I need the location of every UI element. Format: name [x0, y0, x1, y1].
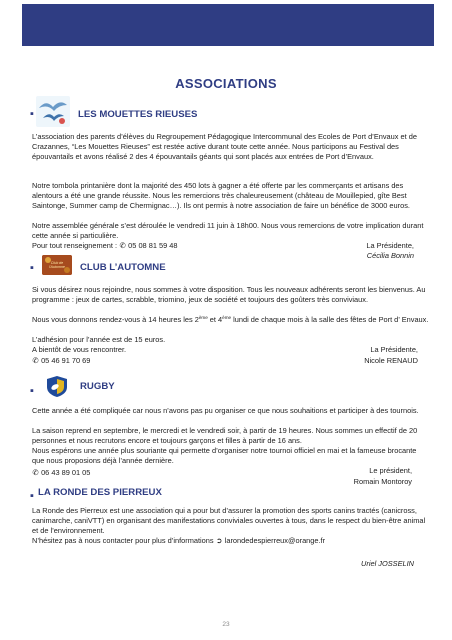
mouettes-contact-line: [32, 241, 178, 251]
rugby-paragraph-3: Nous espérons une année plus souriante qui permette d’organiser notre tournoi officiel en mai et la fameuse brocante que nous proposions déjà l’année dernière.: [32, 446, 417, 465]
rugby-phone-line: [32, 468, 90, 478]
pierreux-contact-text: N’hésitez pas à nous contacter pour plus d’informations: [32, 536, 214, 545]
pierreux-heading: LA RONDE DES PIERREUX: [38, 487, 162, 498]
page-number: 23: [222, 621, 230, 628]
pierreux-contact-line: [32, 536, 325, 546]
section-bullet: ▪: [30, 108, 34, 120]
header-band: [22, 4, 434, 46]
rugby-paragraph-2: La saison reprend en septembre, le mercredi et le vendredi soir, à partir de 19 heures. Nous sommes un effectif de 20 personnes et nous recrutons encore et toujours garçons et filles à partir de 16 ans.: [32, 426, 418, 445]
pierreux-email[interactable]: larondedespierreux@orange.fr: [224, 536, 326, 545]
automne-p2-start: Nous vous donnons rendez-vous à 14 heures les 2: [32, 315, 199, 324]
automne-phone-line: [32, 356, 90, 366]
phone-icon: ✆: [32, 468, 39, 477]
mouettes-logo: [36, 96, 70, 127]
automne-paragraph-1: Si vous désirez nous rejoindre, nous sommes à votre disposition. Tous les nouveaux adhérents seront les bienvenus. Au programme : jeux de cartes, scrabble, triomino, jeux de société et toujours des goûters très conviviaux.: [32, 285, 426, 304]
pierreux-paragraph-1: La Ronde des Pierreux est une association qui a pour but d’assurer la promotion des sports canins tractés (canicross, canimarche, caniVTT) en organisant des manifestations conviviales ouvertes à tous, dans le respect du bien-être animal et de l’environnement.: [32, 506, 426, 535]
rugby-phone: 06 43 89 01 05: [41, 468, 91, 477]
section-bullet: ▪: [30, 490, 34, 502]
automne-p2-mid: et 4: [207, 315, 223, 324]
email-icon: ➲: [216, 536, 223, 545]
ordinal-suffix: ème: [222, 315, 232, 320]
rugby-signature-role: Le président,: [369, 466, 412, 475]
mouettes-paragraph-1: L’association des parents d’élèves du Regroupement Pédagogique Intercommunal des Ecoles de Port d’Envaux et de Crazannes, “Les Mouettes Rieuses” est restée active durant toute cette année. Nous participons au Festival des épouvantails et avons réalisé 2 des 4 épouvantails géants qui sont placés aux entrées de Port d’Envaux.: [32, 132, 417, 161]
automne-phone: 05 46 91 70 69: [41, 356, 91, 365]
section-bullet: ▪: [30, 262, 34, 274]
automne-logo-text: Club de l'Automne: [49, 261, 65, 269]
phone-icon: ✆: [119, 241, 126, 250]
automne-paragraph-4: A bientôt de vous rencontrer.: [32, 345, 127, 354]
rugby-paragraph-1: Cette année a été compliquée car nous n’avons pas pu organiser ce que nous souhaitions et participer à des tournois.: [32, 406, 419, 415]
mouettes-heading: LES MOUETTES RIEUSES: [78, 109, 198, 120]
automne-paragraph-3: L’adhésion pour l’année est de 15 euros.: [32, 335, 166, 344]
mouettes-paragraph-3: Notre assemblée générale s’est déroulée le vendredi 11 juin à 18h00. Nous vous remercions de votre implication durant cette année si particulière.: [32, 221, 424, 240]
ordinal-suffix: ème: [198, 315, 208, 320]
pierreux-signature-name: Uriel JOSSELIN: [361, 559, 414, 568]
contact-label: Pour tout renseignement :: [32, 241, 118, 250]
phone-icon: ✆: [32, 356, 39, 365]
mouettes-phone: 05 08 81 59 48: [128, 241, 178, 250]
rugby-logo: [42, 374, 72, 398]
mouettes-signature-role: La Présidente,: [366, 241, 414, 250]
automne-p2-end: lundi de chaque mois à la salle des fêtes de Port d’ Envaux.: [231, 315, 429, 324]
automne-paragraph-2: [32, 315, 430, 325]
automne-logo: [42, 255, 72, 275]
mouettes-signature-name: Cécilia Bonnin: [366, 251, 414, 260]
mouettes-paragraph-2: Notre tombola printanière dont la majorité des 450 lots à gagner a été offerte par les commerçants et artisans des alentours a été une grande réussite. Nous les remercions très chaleureusement (château de Mouillepied, gîte Best Saintonge, Summer camp de Chermignac…). Ils ont permis à notre association de faire un bénéfice de 3000 euros.: [32, 181, 410, 210]
rugby-signature-name: Romain Montoroy: [353, 477, 412, 486]
rugby-heading: RUGBY: [80, 381, 115, 392]
automne-signature-role: La Présidente,: [370, 345, 418, 354]
automne-heading: CLUB L’AUTOMNE: [80, 262, 166, 273]
section-bullet: ▪: [30, 385, 34, 397]
automne-signature-name: Nicole RENAUD: [364, 356, 418, 365]
page-title: ASSOCIATIONS: [175, 76, 277, 91]
